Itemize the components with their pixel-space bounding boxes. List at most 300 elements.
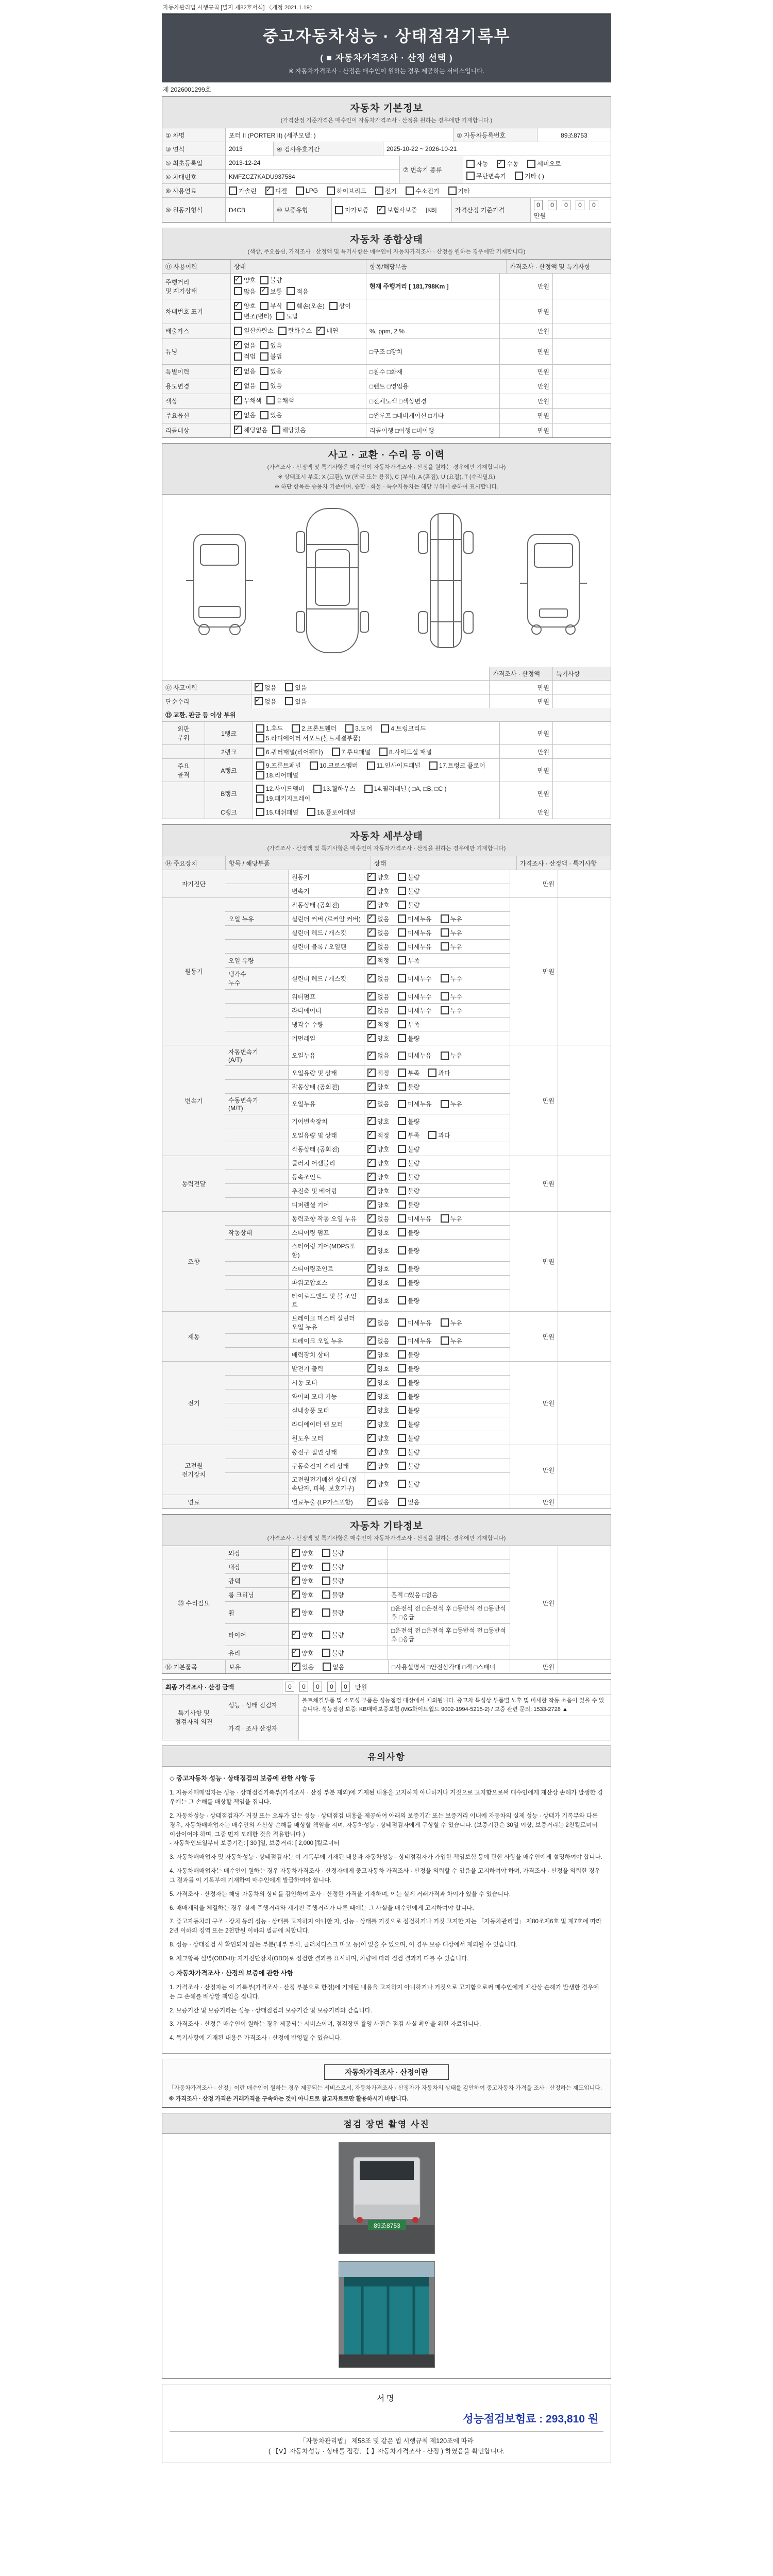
checkbox-과다[interactable] bbox=[428, 1069, 450, 1077]
checkbox-있음[interactable] bbox=[285, 697, 307, 706]
checkbox-양호[interactable] bbox=[367, 1159, 389, 1167]
checkbox-box[interactable] bbox=[260, 367, 268, 375]
checkbox-box[interactable] bbox=[367, 1364, 376, 1372]
checkbox-있음[interactable] bbox=[260, 411, 282, 419]
checkbox-box[interactable] bbox=[234, 312, 242, 320]
checkbox-전기[interactable] bbox=[375, 187, 397, 195]
checkbox-불량[interactable] bbox=[398, 1480, 419, 1488]
checkbox-불량[interactable] bbox=[398, 1364, 419, 1373]
checkbox-box[interactable] bbox=[398, 942, 406, 951]
checkbox-누유[interactable] bbox=[441, 928, 462, 937]
checkbox-상이[interactable] bbox=[329, 301, 351, 310]
checkbox-양호[interactable] bbox=[292, 1563, 313, 1571]
checkbox-box[interactable] bbox=[377, 206, 385, 214]
checkbox-수소전기[interactable] bbox=[406, 187, 439, 195]
checkbox-없음[interactable] bbox=[367, 1051, 389, 1060]
checkbox-불량[interactable] bbox=[322, 1649, 344, 1657]
checkbox-box[interactable] bbox=[367, 1187, 376, 1195]
checkbox-box[interactable] bbox=[367, 974, 376, 982]
checkbox-양호[interactable] bbox=[367, 887, 389, 895]
checkbox-15.대쉬패널[interactable] bbox=[256, 808, 298, 817]
checkbox-box[interactable] bbox=[398, 1052, 406, 1060]
checkbox-양호[interactable] bbox=[367, 1200, 389, 1209]
checkbox-누유[interactable] bbox=[441, 1336, 462, 1345]
checkbox-불량[interactable] bbox=[398, 1392, 419, 1401]
checkbox-box[interactable] bbox=[367, 1378, 376, 1386]
checkbox-box[interactable] bbox=[260, 341, 268, 349]
checkbox-box[interactable] bbox=[367, 1228, 376, 1236]
checkbox-부족[interactable] bbox=[398, 1069, 419, 1077]
checkbox-box[interactable] bbox=[398, 1480, 406, 1488]
checkbox-양호[interactable] bbox=[367, 1406, 389, 1415]
checkbox-box[interactable] bbox=[285, 683, 293, 691]
checkbox-box[interactable] bbox=[428, 1069, 436, 1077]
checkbox-17.트렁크 플로어[interactable] bbox=[429, 761, 485, 770]
checkbox-box[interactable] bbox=[398, 1420, 406, 1428]
checkbox-box[interactable] bbox=[296, 187, 304, 195]
checkbox-box[interactable] bbox=[398, 1462, 406, 1470]
checkbox-누수[interactable] bbox=[441, 992, 462, 1001]
checkbox-box[interactable] bbox=[367, 1296, 376, 1304]
checkbox-box[interactable] bbox=[441, 1214, 449, 1223]
checkbox-8.사이드실 패널[interactable] bbox=[379, 748, 432, 756]
checkbox-기타[interactable] bbox=[448, 187, 470, 195]
checkbox-box[interactable] bbox=[367, 1069, 376, 1077]
checkbox-box[interactable] bbox=[367, 1278, 376, 1286]
checkbox-box[interactable] bbox=[260, 382, 268, 390]
checkbox-없음[interactable] bbox=[367, 928, 389, 937]
checkbox-양호[interactable] bbox=[292, 1631, 313, 1639]
checkbox-box[interactable] bbox=[367, 1052, 376, 1060]
checkbox-없음[interactable] bbox=[234, 341, 256, 350]
checkbox-box[interactable] bbox=[398, 901, 406, 909]
checkbox-불량[interactable] bbox=[398, 1117, 419, 1126]
checkbox-양호[interactable] bbox=[367, 1364, 389, 1373]
checkbox-box[interactable] bbox=[398, 914, 406, 923]
checkbox-없음[interactable] bbox=[323, 1663, 344, 1671]
checkbox-box[interactable] bbox=[367, 1214, 376, 1223]
checkbox-box[interactable] bbox=[316, 327, 325, 335]
checkbox-box[interactable] bbox=[292, 1590, 300, 1599]
checkbox-box[interactable] bbox=[229, 187, 237, 195]
checkbox-box[interactable] bbox=[234, 276, 242, 284]
checkbox-불량[interactable] bbox=[398, 1228, 419, 1237]
checkbox-box[interactable] bbox=[367, 1434, 376, 1442]
checkbox-없음[interactable] bbox=[367, 992, 389, 1001]
checkbox-LPG[interactable] bbox=[296, 187, 318, 195]
checkbox-미세누유[interactable] bbox=[398, 942, 431, 951]
checkbox-디젤[interactable] bbox=[265, 187, 287, 195]
checkbox-부족[interactable] bbox=[398, 1020, 419, 1029]
checkbox-box[interactable] bbox=[398, 1034, 406, 1042]
checkbox-box[interactable] bbox=[398, 956, 406, 964]
checkbox-box[interactable] bbox=[398, 1131, 406, 1139]
checkbox-없음[interactable] bbox=[367, 1214, 389, 1223]
checkbox-box[interactable] bbox=[398, 1069, 406, 1077]
checkbox-없음[interactable] bbox=[255, 683, 276, 692]
checkbox-box[interactable] bbox=[398, 974, 406, 982]
checkbox-box[interactable] bbox=[398, 873, 406, 881]
checkbox-box[interactable] bbox=[322, 1608, 330, 1617]
checkbox-box[interactable] bbox=[441, 1052, 449, 1060]
checkbox-box[interactable] bbox=[367, 1406, 376, 1414]
checkbox-10.크로스멤버[interactable] bbox=[310, 761, 358, 770]
checkbox-미세누수[interactable] bbox=[398, 1006, 431, 1015]
checkbox-box[interactable] bbox=[234, 287, 242, 295]
checkbox-불량[interactable] bbox=[398, 1034, 419, 1043]
checkbox-양호[interactable] bbox=[367, 1462, 389, 1470]
checkbox-있음[interactable] bbox=[260, 367, 282, 376]
checkbox-미세누유[interactable] bbox=[398, 928, 431, 937]
checkbox-양호[interactable] bbox=[367, 1420, 389, 1429]
checkbox-box[interactable] bbox=[441, 942, 449, 951]
checkbox-해당있음[interactable] bbox=[272, 426, 306, 434]
checkbox-자가보증[interactable] bbox=[335, 206, 368, 214]
checkbox-불량[interactable] bbox=[398, 1434, 419, 1443]
checkbox-box[interactable] bbox=[272, 426, 280, 434]
checkbox-box[interactable] bbox=[398, 1448, 406, 1456]
checkbox-box[interactable] bbox=[310, 761, 318, 770]
checkbox-box[interactable] bbox=[398, 1364, 406, 1372]
checkbox-무채색[interactable] bbox=[234, 396, 262, 405]
checkbox-box[interactable] bbox=[345, 724, 354, 733]
checkbox-불량[interactable] bbox=[398, 1278, 419, 1287]
checkbox-box[interactable] bbox=[398, 1173, 406, 1181]
checkbox-box[interactable] bbox=[292, 1608, 300, 1617]
checkbox-box[interactable] bbox=[335, 206, 343, 214]
checkbox-box[interactable] bbox=[367, 1318, 376, 1327]
checkbox-적법[interactable] bbox=[234, 352, 256, 361]
checkbox-box[interactable] bbox=[322, 1631, 330, 1639]
checkbox-양호[interactable] bbox=[367, 1187, 389, 1195]
checkbox-불량[interactable] bbox=[322, 1608, 344, 1617]
checkbox-적정[interactable] bbox=[367, 1020, 389, 1029]
checkbox-불량[interactable] bbox=[398, 1173, 419, 1181]
checkbox-불량[interactable] bbox=[398, 1264, 419, 1273]
checkbox-없음[interactable] bbox=[367, 942, 389, 951]
checkbox-box[interactable] bbox=[234, 382, 242, 390]
checkbox-box[interactable] bbox=[367, 1159, 376, 1167]
checkbox-box[interactable] bbox=[292, 1663, 300, 1671]
checkbox-유채색[interactable] bbox=[266, 396, 294, 405]
checkbox-수동[interactable] bbox=[497, 159, 518, 168]
checkbox-box[interactable] bbox=[441, 1006, 449, 1014]
checkbox-무단변속기[interactable] bbox=[466, 172, 506, 180]
checkbox-과다[interactable] bbox=[428, 1131, 450, 1140]
checkbox-box[interactable] bbox=[278, 327, 287, 335]
checkbox-양호[interactable] bbox=[234, 276, 256, 284]
checkbox-5.라디에이터 서포트(볼트체결부품)[interactable] bbox=[256, 734, 361, 742]
checkbox-양호[interactable] bbox=[367, 1480, 389, 1488]
checkbox-box[interactable] bbox=[307, 808, 315, 816]
checkbox-box[interactable] bbox=[234, 327, 242, 335]
checkbox-box[interactable] bbox=[367, 1173, 376, 1181]
checkbox-불량[interactable] bbox=[398, 1296, 419, 1305]
checkbox-box[interactable] bbox=[441, 1336, 449, 1345]
checkbox-양호[interactable] bbox=[292, 1590, 313, 1599]
checkbox-box[interactable] bbox=[398, 1020, 406, 1028]
checkbox-일산화탄소[interactable] bbox=[234, 326, 274, 335]
checkbox-box[interactable] bbox=[527, 160, 535, 168]
checkbox-box[interactable] bbox=[234, 302, 242, 310]
checkbox-box[interactable] bbox=[292, 724, 300, 733]
checkbox-box[interactable] bbox=[367, 1420, 376, 1428]
checkbox-box[interactable] bbox=[367, 873, 376, 881]
checkbox-box[interactable] bbox=[367, 1246, 376, 1255]
checkbox-없음[interactable] bbox=[367, 1318, 389, 1327]
checkbox-없음[interactable] bbox=[367, 1006, 389, 1015]
checkbox-box[interactable] bbox=[367, 1448, 376, 1456]
checkbox-없음[interactable] bbox=[367, 1099, 389, 1108]
checkbox-box[interactable] bbox=[398, 1498, 406, 1506]
checkbox-불법[interactable] bbox=[260, 352, 282, 361]
checkbox-양호[interactable] bbox=[292, 1577, 313, 1585]
checkbox-box[interactable] bbox=[292, 1631, 300, 1639]
checkbox-누유[interactable] bbox=[441, 1214, 462, 1223]
checkbox-box[interactable] bbox=[367, 1117, 376, 1125]
checkbox-미세누수[interactable] bbox=[398, 992, 431, 1001]
checkbox-box[interactable] bbox=[323, 1663, 331, 1671]
checkbox-19.패키지트레이[interactable] bbox=[256, 794, 310, 803]
checkbox-불량[interactable] bbox=[322, 1549, 344, 1557]
checkbox-box[interactable] bbox=[398, 1082, 406, 1091]
checkbox-box[interactable] bbox=[327, 187, 335, 195]
checkbox-box[interactable] bbox=[256, 734, 264, 742]
checkbox-box[interactable] bbox=[367, 901, 376, 909]
checkbox-가솔린[interactable] bbox=[229, 187, 257, 195]
checkbox-4.트렁크리드[interactable] bbox=[381, 724, 426, 733]
checkbox-있음[interactable] bbox=[292, 1663, 314, 1671]
checkbox-적정[interactable] bbox=[367, 1069, 389, 1077]
checkbox-불량[interactable] bbox=[398, 1448, 419, 1456]
checkbox-box[interactable] bbox=[398, 887, 406, 895]
checkbox-box[interactable] bbox=[441, 1100, 449, 1108]
checkbox-box[interactable] bbox=[367, 887, 376, 895]
checkbox-box[interactable] bbox=[367, 1145, 376, 1153]
checkbox-미세누유[interactable] bbox=[398, 1099, 431, 1108]
checkbox-적음[interactable] bbox=[287, 287, 308, 296]
checkbox-box[interactable] bbox=[398, 1318, 406, 1327]
checkbox-box[interactable] bbox=[256, 761, 264, 770]
checkbox-3.도어[interactable] bbox=[345, 724, 372, 733]
checkbox-6.쿼터패널(리어휀다)[interactable] bbox=[256, 748, 323, 756]
checkbox-불량[interactable] bbox=[398, 873, 419, 882]
checkbox-훼손(오손)[interactable] bbox=[287, 301, 324, 310]
checkbox-불량[interactable] bbox=[398, 887, 419, 895]
checkbox-불량[interactable] bbox=[398, 1082, 419, 1091]
checkbox-미세누수[interactable] bbox=[398, 974, 431, 983]
checkbox-양호[interactable] bbox=[292, 1608, 313, 1617]
checkbox-box[interactable] bbox=[234, 426, 242, 434]
checkbox-box[interactable] bbox=[276, 312, 284, 320]
checkbox-box[interactable] bbox=[398, 1145, 406, 1153]
checkbox-box[interactable] bbox=[367, 1082, 376, 1091]
checkbox-box[interactable] bbox=[398, 1278, 406, 1286]
checkbox-불량[interactable] bbox=[260, 276, 282, 284]
checkbox-box[interactable] bbox=[367, 914, 376, 923]
checkbox-box[interactable] bbox=[367, 928, 376, 937]
checkbox-부족[interactable] bbox=[398, 956, 419, 965]
checkbox-양호[interactable] bbox=[367, 1448, 389, 1456]
checkbox-불량[interactable] bbox=[398, 1350, 419, 1359]
checkbox-양호[interactable] bbox=[367, 1434, 389, 1443]
checkbox-양호[interactable] bbox=[367, 1278, 389, 1287]
checkbox-양호[interactable] bbox=[367, 1392, 389, 1401]
checkbox-양호[interactable] bbox=[367, 1350, 389, 1359]
checkbox-불량[interactable] bbox=[398, 1420, 419, 1429]
checkbox-box[interactable] bbox=[260, 411, 268, 419]
checkbox-불량[interactable] bbox=[398, 1200, 419, 1209]
checkbox-누유[interactable] bbox=[441, 1318, 462, 1327]
checkbox-14.필러패널 ( □A, □B, □C )[interactable] bbox=[364, 784, 447, 793]
checkbox-기타 ( )[interactable] bbox=[515, 172, 544, 180]
checkbox-box[interactable] bbox=[292, 1549, 300, 1557]
checkbox-box[interactable] bbox=[367, 1034, 376, 1042]
checkbox-11.인사이드패널[interactable] bbox=[367, 761, 421, 770]
checkbox-불량[interactable] bbox=[322, 1631, 344, 1639]
checkbox-box[interactable] bbox=[398, 1117, 406, 1125]
checkbox-누유[interactable] bbox=[441, 942, 462, 951]
checkbox-양호[interactable] bbox=[292, 1549, 313, 1557]
checkbox-누유[interactable] bbox=[441, 914, 462, 923]
checkbox-box[interactable] bbox=[260, 302, 268, 310]
checkbox-box[interactable] bbox=[441, 974, 449, 982]
checkbox-box[interactable] bbox=[367, 956, 376, 964]
checkbox-box[interactable] bbox=[441, 992, 449, 1001]
checkbox-1.후드[interactable] bbox=[256, 724, 283, 733]
checkbox-많음[interactable] bbox=[234, 287, 256, 296]
checkbox-없음[interactable] bbox=[367, 1498, 389, 1506]
checkbox-불량[interactable] bbox=[322, 1563, 344, 1571]
checkbox-box[interactable] bbox=[256, 785, 264, 793]
checkbox-box[interactable] bbox=[322, 1590, 330, 1599]
checkbox-box[interactable] bbox=[367, 1200, 376, 1209]
checkbox-box[interactable] bbox=[466, 160, 475, 168]
checkbox-불량[interactable] bbox=[322, 1590, 344, 1599]
checkbox-양호[interactable] bbox=[367, 1264, 389, 1273]
checkbox-box[interactable] bbox=[234, 367, 242, 375]
checkbox-box[interactable] bbox=[367, 1336, 376, 1345]
checkbox-양호[interactable] bbox=[367, 1034, 389, 1043]
checkbox-도말[interactable] bbox=[276, 312, 298, 320]
checkbox-있음[interactable] bbox=[285, 683, 307, 692]
checkbox-불량[interactable] bbox=[398, 1246, 419, 1255]
checkbox-매연[interactable] bbox=[316, 326, 338, 335]
checkbox-누수[interactable] bbox=[441, 1006, 462, 1015]
checkbox-box[interactable] bbox=[256, 794, 264, 803]
checkbox-box[interactable] bbox=[398, 1200, 406, 1209]
checkbox-양호[interactable] bbox=[367, 1228, 389, 1237]
checkbox-불량[interactable] bbox=[398, 1145, 419, 1154]
checkbox-13.휠하우스[interactable] bbox=[313, 784, 356, 793]
checkbox-box[interactable] bbox=[466, 172, 475, 180]
checkbox-box[interactable] bbox=[367, 1131, 376, 1139]
checkbox-box[interactable] bbox=[367, 1480, 376, 1488]
checkbox-box[interactable] bbox=[329, 302, 338, 310]
checkbox-box[interactable] bbox=[285, 697, 293, 705]
checkbox-box[interactable] bbox=[260, 352, 268, 361]
checkbox-box[interactable] bbox=[260, 276, 268, 284]
checkbox-있음[interactable] bbox=[398, 1498, 419, 1506]
checkbox-box[interactable] bbox=[398, 1350, 406, 1359]
checkbox-box[interactable] bbox=[265, 187, 274, 195]
checkbox-box[interactable] bbox=[292, 1563, 300, 1571]
checkbox-box[interactable] bbox=[398, 1392, 406, 1400]
checkbox-box[interactable] bbox=[313, 785, 322, 793]
checkbox-box[interactable] bbox=[332, 748, 340, 756]
checkbox-양호[interactable] bbox=[367, 1296, 389, 1305]
checkbox-세미오토[interactable] bbox=[527, 159, 561, 168]
checkbox-box[interactable] bbox=[398, 928, 406, 937]
checkbox-부식[interactable] bbox=[260, 301, 282, 310]
checkbox-누유[interactable] bbox=[441, 1051, 462, 1060]
checkbox-부족[interactable] bbox=[398, 1131, 419, 1140]
checkbox-box[interactable] bbox=[367, 1100, 376, 1108]
checkbox-없음[interactable] bbox=[255, 697, 276, 706]
checkbox-box[interactable] bbox=[441, 928, 449, 937]
checkbox-box[interactable] bbox=[398, 992, 406, 1001]
checkbox-미세누유[interactable] bbox=[398, 1214, 431, 1223]
checkbox-양호[interactable] bbox=[367, 1378, 389, 1387]
checkbox-누수[interactable] bbox=[441, 974, 462, 983]
checkbox-box[interactable] bbox=[367, 942, 376, 951]
checkbox-box[interactable] bbox=[398, 1296, 406, 1304]
checkbox-box[interactable] bbox=[266, 396, 275, 404]
checkbox-box[interactable] bbox=[292, 1649, 300, 1657]
checkbox-box[interactable] bbox=[367, 1392, 376, 1400]
checkbox-box[interactable] bbox=[398, 1336, 406, 1345]
checkbox-18.리어패널[interactable] bbox=[256, 771, 298, 779]
checkbox-box[interactable] bbox=[429, 761, 438, 770]
checkbox-box[interactable] bbox=[256, 808, 264, 816]
checkbox-7.루브패널[interactable] bbox=[332, 748, 371, 756]
checkbox-양호[interactable] bbox=[367, 901, 389, 909]
checkbox-box[interactable] bbox=[441, 1318, 449, 1327]
checkbox-box[interactable] bbox=[367, 1020, 376, 1028]
checkbox-box[interactable] bbox=[234, 341, 242, 349]
checkbox-해당없음[interactable] bbox=[234, 426, 267, 434]
checkbox-9.프론트패널[interactable] bbox=[256, 761, 301, 770]
checkbox-없음[interactable] bbox=[234, 367, 256, 376]
checkbox-box[interactable] bbox=[234, 396, 242, 404]
checkbox-없음[interactable] bbox=[367, 974, 389, 983]
checkbox-없음[interactable] bbox=[234, 381, 256, 390]
checkbox-불량[interactable] bbox=[322, 1577, 344, 1585]
checkbox-box[interactable] bbox=[375, 187, 383, 195]
checkbox-양호[interactable] bbox=[367, 1246, 389, 1255]
checkbox-양호[interactable] bbox=[367, 1145, 389, 1154]
checkbox-box[interactable] bbox=[322, 1563, 330, 1571]
checkbox-box[interactable] bbox=[367, 1462, 376, 1470]
checkbox-16.플로어패널[interactable] bbox=[307, 808, 356, 817]
checkbox-box[interactable] bbox=[497, 160, 505, 168]
checkbox-자동[interactable] bbox=[466, 159, 488, 168]
checkbox-불량[interactable] bbox=[398, 1187, 419, 1195]
checkbox-보통[interactable] bbox=[260, 287, 282, 296]
checkbox-box[interactable] bbox=[398, 1214, 406, 1223]
checkbox-미세누유[interactable] bbox=[398, 1318, 431, 1327]
checkbox-box[interactable] bbox=[406, 187, 414, 195]
checkbox-있음[interactable] bbox=[260, 381, 282, 390]
checkbox-변조(변타)[interactable] bbox=[234, 312, 272, 320]
checkbox-적정[interactable] bbox=[367, 1131, 389, 1140]
checkbox-box[interactable] bbox=[367, 1264, 376, 1273]
checkbox-하이브리드[interactable] bbox=[327, 187, 366, 195]
checkbox-불량[interactable] bbox=[398, 901, 419, 909]
checkbox-box[interactable] bbox=[234, 352, 242, 361]
checkbox-box[interactable] bbox=[398, 1406, 406, 1414]
checkbox-box[interactable] bbox=[398, 1246, 406, 1255]
